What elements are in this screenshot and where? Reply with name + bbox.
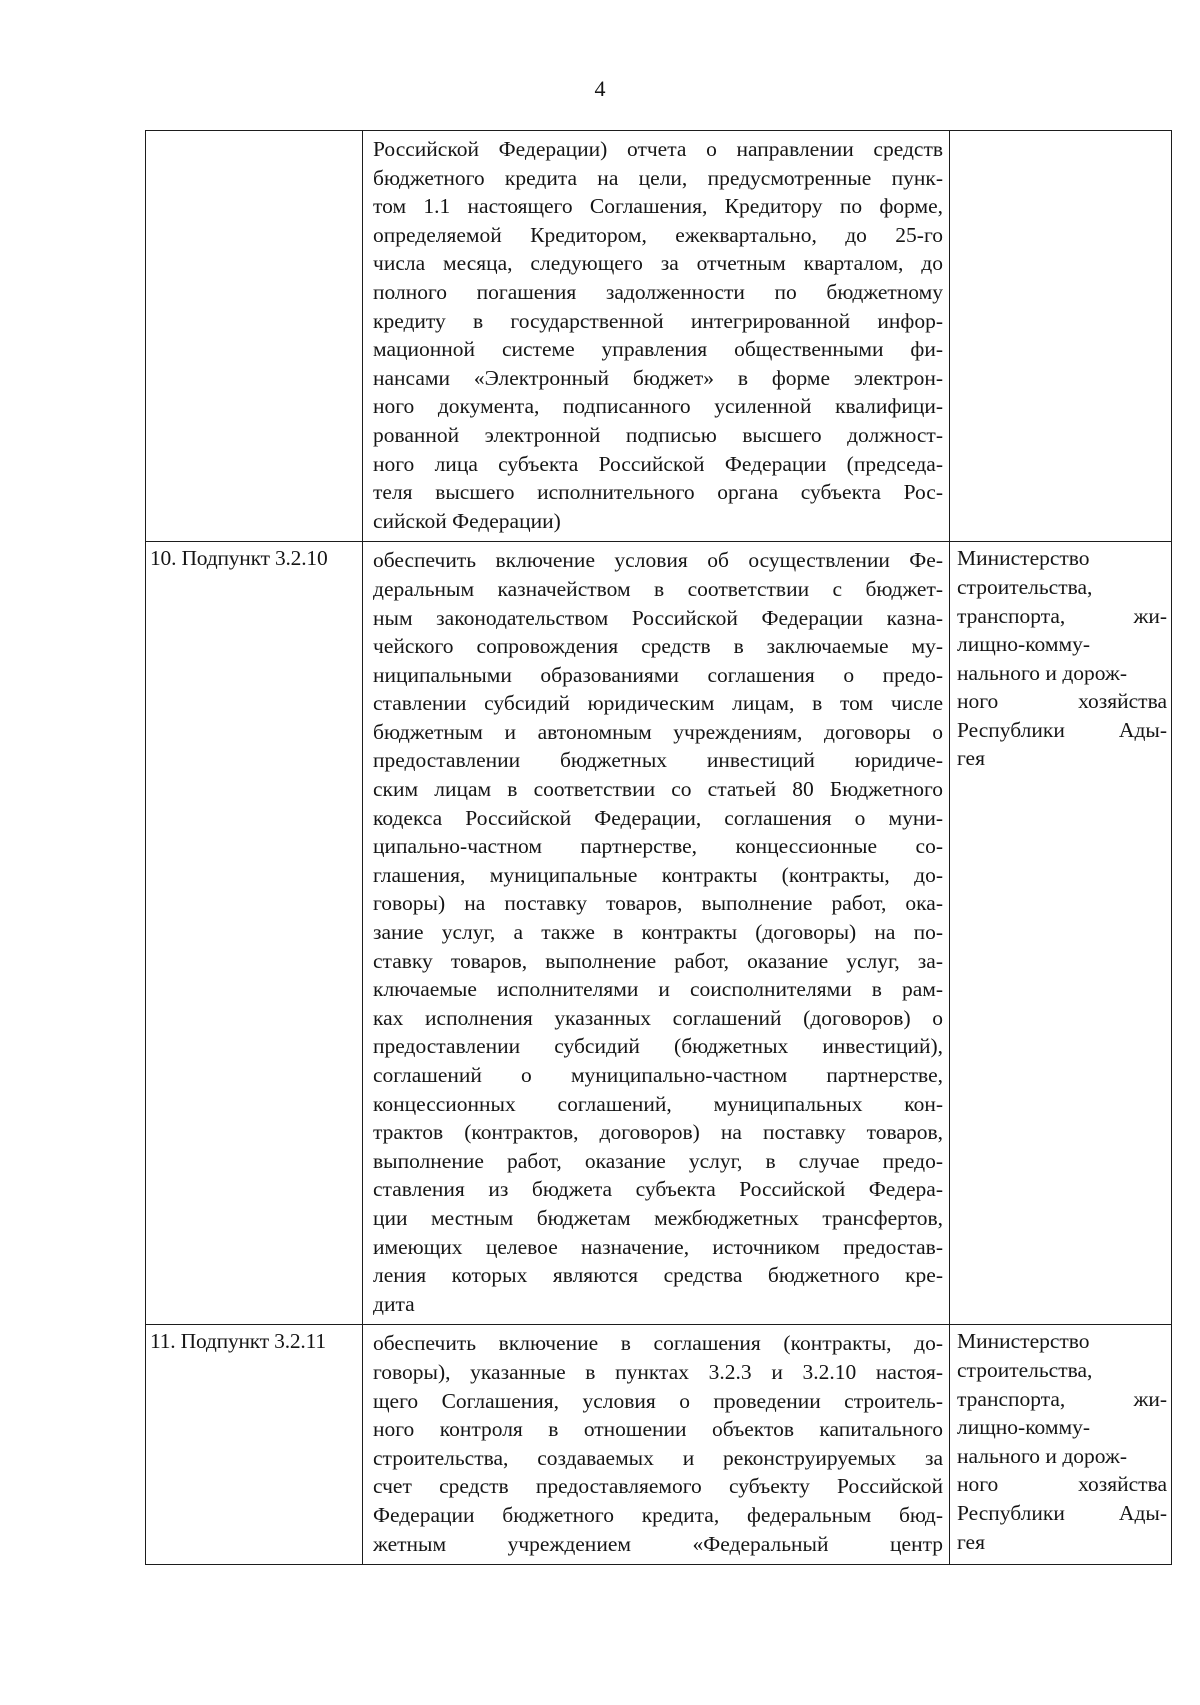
responsible-line: Республики Ады- (957, 717, 1167, 742)
text-line: выполнение работ, оказание услуг, в случае предо- (373, 1148, 943, 1173)
row-number-cell (146, 131, 363, 542)
page-number: 4 (594, 76, 606, 101)
responsible-line: ного хозяйства (957, 689, 1167, 714)
text-line: жетным учреждением «Федеральный центр (373, 1531, 943, 1556)
text-line: ставку товаров, выполнение работ, оказание услуг, за- (373, 948, 943, 973)
table-row (146, 131, 1172, 542)
text-line: кодекса Российской Федерации, соглашения о муни- (373, 805, 943, 830)
responsible-line: Республики Ады- (957, 1500, 1167, 1525)
text-line: строительства, создаваемых и реконструируемых за (373, 1445, 943, 1470)
row-number-cell: 10. Подпункт 3.2.10 (146, 542, 363, 1325)
text-line: говоры) на поставку товаров, выполнение работ, ока- (373, 891, 943, 916)
text-line: ключаемые исполнителями и соисполнителями в рам- (373, 977, 943, 1002)
text-line: ставлении субсидий юридическим лицам, в том числе (373, 691, 943, 716)
text-line: ставления из бюджета субъекта Российской Федера- (373, 1177, 943, 1202)
text-line: Российской Федерации) отчета о направлении средств (373, 137, 943, 161)
text-line: дита (373, 1291, 415, 1316)
responsible-line: гея (957, 1529, 985, 1554)
text-line: нансами «Электронный бюджет» в форме электрон- (373, 365, 943, 390)
text-line: ным законодательством Российской Федерации казна- (373, 605, 943, 630)
responsible-line: лищно-комму- (957, 632, 1091, 657)
text-line: теля высшего исполнительного органа субъекта Рос- (373, 480, 943, 505)
responsible-line: нального и дорож- (957, 660, 1127, 685)
text-line: ципально-частном партнерстве, концессионные со- (373, 834, 943, 859)
responsible-cell (950, 131, 1172, 542)
text-line: сийской Федерации) (373, 508, 561, 533)
text-line: рованной электронной подписью высшего должност- (373, 422, 943, 447)
text-line: трактов (контрактов, договоров) на поставку товаров, (373, 1120, 943, 1145)
responsible-cell (950, 1325, 1172, 1565)
text-line: соглашений о муниципально-частном партнерстве, (373, 1063, 943, 1087)
responsible-cell (950, 542, 1172, 1325)
text-line: обеспечить включение в соглашения (контракты, до- (373, 1331, 943, 1356)
obligation-text-cell (363, 131, 950, 542)
text-line: деральным казначейством в соответствии с бюджет- (373, 576, 943, 601)
text-line: бюджетным и автономным учреждениям, договоры о (373, 719, 943, 744)
text-line: том 1.1 настоящего Соглашения, Кредитору по форме, (373, 194, 943, 219)
text-line: бюджетного кредита на цели, предусмотренные пунк- (373, 165, 943, 190)
text-line: ного контроля в отношении объектов капитального (373, 1417, 943, 1442)
text-line: ниципальными образованиями соглашения о предо- (373, 662, 943, 687)
text-line: ного документа, подписанного усиленной квалифици- (373, 394, 943, 419)
responsible-line: ного хозяйства (957, 1472, 1167, 1497)
text-line: Федерации бюджетного кредита, федеральным бюд- (373, 1502, 943, 1527)
text-line: полного погашения задолженности по бюджетному (373, 279, 943, 304)
text-line: кредиту в государственной интегрированной инфор- (373, 308, 943, 333)
text-line: ции местным бюджетам межбюджетных трансфертов, (373, 1205, 943, 1230)
row-number-cell: 11. Подпункт 3.2.11 (146, 1325, 363, 1565)
text-line: определяемой Кредитором, ежеквартально, до 25-го (373, 222, 943, 247)
text-line: предоставлении бюджетных инвестиций юридиче- (373, 748, 943, 773)
responsible-line: Министерство (957, 546, 1090, 571)
text-line: говоры), указанные в пунктах 3.2.3 и 3.2.10 настоя- (373, 1359, 943, 1384)
text-line: предоставлении субсидий (бюджетных инвестиций), (373, 1034, 943, 1059)
text-line: глашения, муниципальные контракты (контракты, до- (373, 862, 943, 887)
text-line: зание услуг, а также в контракты (договоры) на по- (373, 920, 943, 945)
text-line: ским лицам в соответствии со статьей 80 Бюджетного (373, 777, 943, 802)
table-row (146, 1325, 1172, 1565)
responsible-line: лищно-комму- (957, 1415, 1091, 1440)
text-line: щего Соглашения, условия о проведении строитель- (373, 1388, 943, 1413)
text-line: мационной системе управления общественными фи- (373, 337, 943, 362)
text-line: числа месяца, следующего за отчетным кварталом, до (373, 251, 943, 276)
text-line: ках исполнения указанных соглашений (договоров) о (373, 1005, 943, 1030)
text-line: обеспечить включение условия об осуществлении Фе- (373, 548, 943, 573)
obligation-text-cell (363, 1325, 950, 1565)
document-table (145, 130, 1172, 1565)
responsible-line: Министерство (957, 1329, 1090, 1354)
responsible-line: строительства, (957, 1357, 1093, 1382)
text-line: имеющих целевое назначение, источником предостав- (373, 1234, 943, 1259)
responsible-line: гея (957, 746, 985, 771)
responsible-line: транспорта, жи- (957, 603, 1167, 628)
responsible-line: транспорта, жи- (957, 1386, 1167, 1411)
text-line: концессионных соглашений, муниципальных кон- (373, 1091, 943, 1116)
responsible-line: нального и дорож- (957, 1443, 1127, 1468)
text-line: ления которых являются средства бюджетного кре- (373, 1263, 943, 1288)
text-line: чейского сопровождения средств в заключаемые му- (373, 634, 943, 659)
table-row (146, 542, 1172, 1325)
text-line: ного лица субъекта Российской Федерации (председа- (373, 451, 943, 476)
responsible-line: строительства, (957, 574, 1093, 599)
obligation-text-cell (363, 542, 950, 1325)
text-line: счет средств предоставляемого субъекту Российской (373, 1474, 943, 1499)
